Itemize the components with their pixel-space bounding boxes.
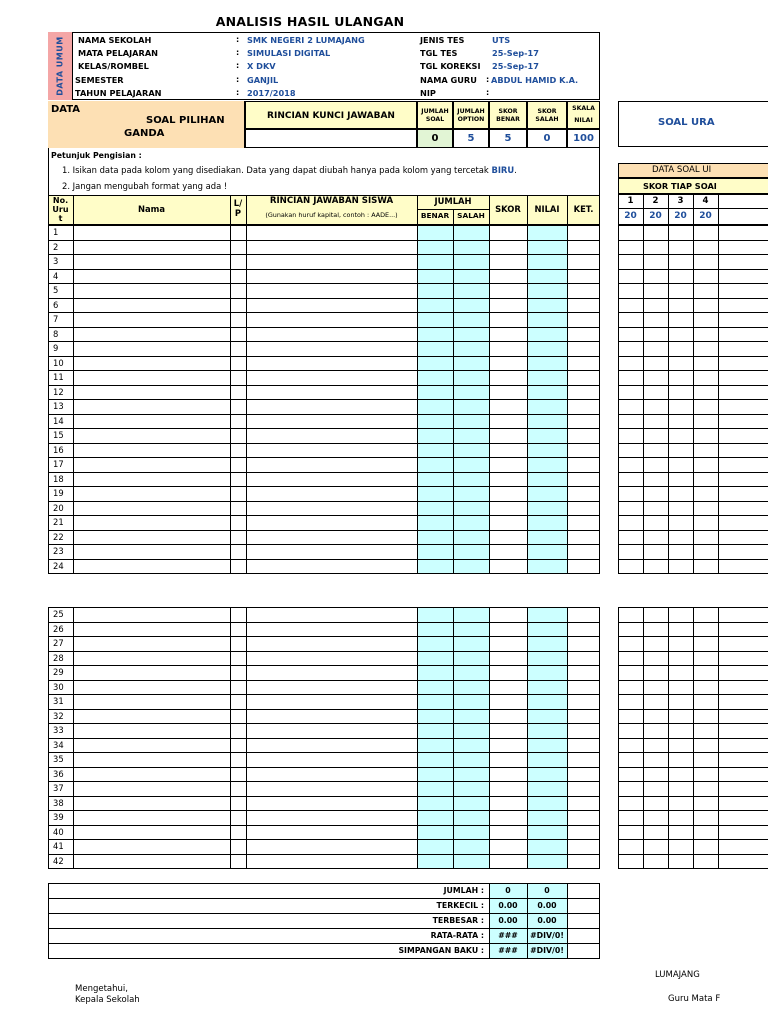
row-line (618, 457, 768, 458)
info-value[interactable]: ABDUL HAMID K.A. (491, 75, 579, 85)
info-colon: : (236, 75, 240, 84)
soal-pg-label-2: GANDA (124, 128, 165, 139)
row-line (618, 796, 768, 797)
row-number: 18 (53, 473, 64, 484)
student-name-cell[interactable] (74, 502, 229, 515)
info-label: MATA PELAJARAN (78, 48, 159, 58)
header-jumlah: JUMLAH (434, 196, 472, 206)
uraian-number: 1 (627, 196, 634, 206)
student-name-cell[interactable] (74, 666, 229, 679)
skala-nilai-header: SKALA NILAI (567, 101, 600, 129)
row-line (618, 622, 768, 623)
student-name-cell[interactable] (74, 342, 229, 355)
student-answer-cell[interactable] (247, 444, 416, 457)
student-answer-cell[interactable] (247, 666, 416, 679)
student-answer-cell[interactable] (247, 328, 416, 341)
summary-skor: 0.00 (498, 901, 518, 910)
student-answer-cell[interactable] (247, 652, 416, 665)
row-number: 30 (53, 681, 64, 692)
header-benar: BENAR (420, 211, 450, 220)
row-line (618, 443, 768, 444)
student-answer-cell[interactable] (247, 724, 416, 737)
row-number: 8 (53, 328, 59, 339)
student-name-cell[interactable] (74, 284, 229, 297)
info-label: SEMESTER (75, 75, 124, 85)
header-ket: KET. (573, 204, 594, 214)
student-name-cell[interactable] (74, 386, 229, 399)
col-line (693, 194, 694, 225)
student-answer-cell[interactable] (247, 710, 416, 723)
jumlah-soal-header: JUMLAH SOAL (417, 101, 453, 129)
row-line (618, 283, 768, 284)
row-line (618, 651, 768, 652)
row-line (618, 269, 768, 270)
info-colon: : (236, 48, 240, 57)
row-line (618, 225, 768, 226)
row-line (618, 399, 768, 400)
header-nama: Nama (137, 204, 166, 214)
row-line (618, 559, 768, 560)
row-line (618, 709, 768, 710)
student-answer-cell[interactable] (247, 782, 416, 795)
student-name-cell[interactable] (74, 429, 229, 442)
petunjuk-line-2: 2. Jangan mengubah format yang ada ! (62, 181, 228, 191)
student-answer-cell[interactable] (247, 516, 416, 529)
student-name-cell[interactable] (74, 328, 229, 341)
student-name-cell[interactable] (74, 710, 229, 723)
row-line (48, 898, 600, 899)
row-line (618, 240, 768, 241)
student-name-cell[interactable] (74, 357, 229, 370)
row-number: 25 (53, 609, 64, 619)
row-line (618, 515, 768, 516)
row-line (618, 854, 768, 855)
student-name-cell[interactable] (74, 313, 229, 326)
student-name-cell[interactable] (74, 840, 229, 853)
row-number: 6 (53, 299, 59, 310)
info-label: TGL KOREKSI (420, 61, 481, 71)
data-soal-uraian: DATA SOAL UI (618, 163, 768, 178)
row-line (618, 781, 768, 782)
info-value[interactable]: 25-Sep-17 (492, 48, 539, 58)
student-answer-cell[interactable] (247, 695, 416, 708)
student-answer-cell[interactable] (247, 623, 416, 636)
rincian-kunci-input[interactable] (245, 129, 417, 148)
summary-skor: 0.00 (498, 916, 518, 925)
row-line (618, 767, 768, 768)
row-number: 42 (53, 855, 64, 866)
row-number: 29 (53, 667, 64, 677)
data-umum-label: DATA UMUM (48, 32, 73, 100)
row-number: 2 (53, 241, 59, 252)
row-line (618, 385, 768, 386)
header-lp: L/ P (233, 198, 243, 218)
row-number: 5 (53, 285, 59, 295)
student-answer-cell[interactable] (247, 739, 416, 752)
info-value[interactable]: X DKV (247, 61, 276, 71)
row-number: 19 (53, 488, 64, 498)
student-answer-cell[interactable] (247, 313, 416, 326)
jumlah-option-value[interactable]: 5 (453, 129, 489, 148)
info-label: JENIS TES (420, 35, 465, 45)
rincian-kunci-header: RINCIAN KUNCI JAWABAN (245, 101, 417, 129)
row-line (618, 312, 768, 313)
row-line (618, 428, 768, 429)
col-line (668, 194, 669, 225)
student-answer-cell[interactable] (247, 826, 416, 839)
row-number: 21 (53, 517, 64, 527)
row-number: 33 (53, 725, 64, 735)
skor-tiap-soal: SKOR TIAP SOAI (618, 178, 768, 194)
footer-kepala-sekolah: Kepala Sekolah (75, 995, 140, 1005)
student-answer-cell[interactable] (247, 487, 416, 500)
info-label: NAMA SEKOLAH (78, 35, 152, 45)
row-number: 13 (53, 401, 64, 411)
student-name-cell[interactable] (74, 695, 229, 708)
footer-guru: Guru Mata F (668, 994, 721, 1004)
student-name-cell[interactable] (74, 724, 229, 737)
student-name-cell[interactable] (74, 487, 229, 500)
student-answer-cell[interactable] (247, 429, 416, 442)
student-name-cell[interactable] (74, 855, 229, 868)
student-answer-cell[interactable] (247, 270, 416, 283)
student-answer-cell[interactable] (247, 400, 416, 413)
row-number: 1 (53, 227, 59, 237)
soal-uraian-label: SOAL URA (658, 117, 715, 128)
row-line (618, 254, 768, 255)
row-number: 9 (53, 343, 59, 353)
student-answer-cell[interactable] (247, 681, 416, 694)
jumlah-soal-value: 0 (417, 129, 453, 148)
student-answer-cell[interactable] (247, 255, 416, 268)
row-line (618, 341, 768, 342)
student-answer-cell[interactable] (247, 753, 416, 766)
info-label: TGL TES (420, 48, 458, 58)
row-line (618, 544, 768, 545)
student-answer-cell[interactable] (247, 226, 416, 239)
info-label: NIP (420, 88, 436, 98)
skor-salah-value[interactable]: 0 (527, 129, 567, 148)
row-number: 20 (53, 502, 64, 513)
student-answer-cell[interactable] (247, 284, 416, 297)
student-answer-cell[interactable] (247, 371, 416, 384)
footer-place: LUMAJANG (655, 970, 700, 980)
row-number: 7 (53, 314, 59, 324)
row-line (618, 486, 768, 487)
student-answer-cell[interactable] (247, 241, 416, 254)
row-line (618, 607, 768, 608)
info-label: KELAS/ROMBEL (78, 61, 149, 71)
info-value[interactable]: SMK NEGERI 2 LUMAJANG (247, 35, 365, 45)
student-name-cell[interactable] (74, 652, 229, 665)
student-name-cell[interactable] (74, 608, 229, 621)
student-name-cell[interactable] (74, 560, 229, 573)
row-line (618, 573, 768, 574)
student-answer-cell[interactable] (247, 855, 416, 868)
summary-nilai: 0 (544, 886, 550, 895)
row-number: 12 (53, 386, 64, 397)
summary-label: SIMPANGAN BAKU : (398, 946, 484, 955)
row-line (618, 868, 768, 869)
student-answer-cell[interactable] (247, 415, 416, 428)
row-line (618, 636, 768, 637)
row-line (618, 472, 768, 473)
info-value[interactable]: 25-Sep-17 (492, 61, 539, 71)
row-number: 36 (53, 768, 64, 779)
col-line (618, 194, 619, 225)
student-answer-cell[interactable] (247, 299, 416, 312)
row-line (618, 825, 768, 826)
student-name-cell[interactable] (74, 516, 229, 529)
info-value[interactable]: UTS (492, 35, 511, 45)
footer-mengetahui: Mengetahui, (75, 984, 128, 994)
student-name-cell[interactable] (74, 531, 229, 544)
uraian-score[interactable]: 20 (699, 211, 712, 221)
skor-benar-value[interactable]: 5 (489, 129, 527, 148)
skor-salah-header: SKOR SALAH (527, 101, 567, 129)
student-name-cell[interactable] (74, 473, 229, 486)
row-line (618, 298, 768, 299)
student-answer-cell[interactable] (247, 811, 416, 824)
header-rincian-hint: (Gunakan huruf kapital, contoh : AADE...) (265, 211, 398, 219)
student-name-cell[interactable] (74, 371, 229, 384)
info-value[interactable]: SIMULASI DIGITAL (247, 48, 331, 58)
info-value[interactable]: 2017/2018 (247, 88, 296, 98)
student-answer-cell[interactable] (247, 608, 416, 621)
row-number: 11 (53, 372, 64, 382)
student-name-cell[interactable] (74, 782, 229, 795)
row-number: 22 (53, 531, 64, 542)
row-number: 41 (53, 841, 64, 851)
row-line (618, 665, 768, 666)
student-name-cell[interactable] (74, 768, 229, 781)
student-name-cell[interactable] (74, 753, 229, 766)
data-label: DATA (51, 104, 81, 115)
row-line (618, 414, 768, 415)
row-number: 4 (53, 270, 59, 281)
student-name-cell[interactable] (74, 400, 229, 413)
uraian-number: 3 (677, 196, 684, 206)
student-name-cell[interactable] (74, 681, 229, 694)
student-answer-cell[interactable] (247, 768, 416, 781)
student-name-cell[interactable] (74, 623, 229, 636)
student-answer-cell[interactable] (247, 502, 416, 515)
info-label: NAMA GURU (420, 75, 477, 85)
soal-pg-label: SOAL PILIHAN (146, 115, 225, 126)
student-name-cell[interactable] (74, 458, 229, 471)
info-label: TAHUN PELAJARAN (75, 88, 162, 98)
row-number: 16 (53, 444, 64, 455)
row-number: 37 (53, 783, 64, 793)
row-number: 15 (53, 430, 64, 440)
header-skor: SKOR (495, 204, 521, 214)
student-answer-cell[interactable] (247, 797, 416, 810)
col-line (718, 194, 719, 225)
student-name-cell[interactable] (74, 811, 229, 824)
student-answer-cell[interactable] (247, 531, 416, 544)
row-number: 24 (53, 560, 64, 571)
info-colon: : (486, 75, 490, 84)
row-line (48, 913, 600, 914)
student-answer-cell[interactable] (247, 560, 416, 573)
header-nilai: NILAI (534, 204, 560, 214)
uraian-number: 4 (702, 196, 709, 206)
summary-label: RATA-RATA : (430, 931, 484, 940)
row-number: 35 (53, 754, 64, 764)
col-line (643, 194, 644, 225)
student-name-cell[interactable] (74, 444, 229, 457)
row-number: 38 (53, 797, 64, 808)
row-line (618, 723, 768, 724)
student-name-cell[interactable] (74, 270, 229, 283)
student-answer-cell[interactable] (247, 458, 416, 471)
student-answer-cell[interactable] (247, 545, 416, 558)
row-line (618, 738, 768, 739)
row-line (618, 752, 768, 753)
header-salah: SALAH (457, 211, 485, 220)
row-line (618, 694, 768, 695)
student-name-cell[interactable] (74, 739, 229, 752)
uraian-score[interactable]: 20 (674, 211, 687, 221)
student-answer-cell[interactable] (247, 386, 416, 399)
summary-nilai: #DIV/0! (530, 931, 564, 940)
summary-skor: ### (498, 946, 518, 955)
jumlah-option-header: JUMLAH OPTION (453, 101, 489, 129)
row-number: 10 (53, 357, 64, 368)
skor-benar-header: SKOR BENAR (489, 101, 527, 129)
info-colon: : (236, 61, 240, 70)
header-no: No. Uru t (52, 196, 69, 223)
row-number: 17 (53, 459, 64, 469)
student-answer-cell[interactable] (247, 357, 416, 370)
row-number: 31 (53, 696, 64, 706)
uraian-score[interactable]: 20 (649, 211, 662, 221)
row-line (618, 327, 768, 328)
row-number: 40 (53, 826, 64, 837)
petunjuk-line-1: 1. Isikan data pada kolom yang disediakan. Data yang dapat diubah hanya pada kolom yang tercetak BIRU. (62, 165, 517, 175)
row-line (618, 680, 768, 681)
student-answer-cell[interactable] (247, 342, 416, 355)
student-name-cell[interactable] (74, 826, 229, 839)
petunjuk-title: Petunjuk Pengisian : (51, 151, 142, 160)
header-rincian: RINCIAN JAWABAN SISWA (269, 196, 394, 206)
row-line (618, 501, 768, 502)
row-line (618, 810, 768, 811)
row-line (48, 928, 600, 929)
student-name-cell[interactable] (74, 255, 229, 268)
row-number: 14 (53, 415, 64, 426)
row-number: 28 (53, 652, 64, 663)
student-name-cell[interactable] (74, 637, 229, 650)
row-number: 27 (53, 638, 64, 648)
summary-nilai: #DIV/0! (530, 946, 564, 955)
page-title: ANALISIS HASIL ULANGAN (215, 14, 405, 29)
student-answer-cell[interactable] (247, 840, 416, 853)
data-soal-pg-cell (48, 101, 245, 148)
info-value[interactable]: GANJIL (247, 75, 279, 85)
row-line (618, 530, 768, 531)
student-name-cell[interactable] (74, 226, 229, 239)
student-name-cell[interactable] (74, 797, 229, 810)
skala-nilai-value[interactable]: 100 (567, 129, 600, 148)
student-answer-cell[interactable] (247, 637, 416, 650)
row-number: 32 (53, 710, 64, 721)
summary-nilai: 0.00 (537, 916, 557, 925)
uraian-score[interactable]: 20 (624, 211, 637, 221)
row-line (618, 356, 768, 357)
info-colon: : (236, 88, 240, 97)
row-number: 34 (53, 739, 64, 750)
student-name-cell[interactable] (74, 299, 229, 312)
summary-label: TERKECIL : (436, 901, 484, 910)
row-line (48, 943, 600, 944)
summary-label: TERBESAR : (432, 916, 484, 925)
row-line (618, 370, 768, 371)
summary-label: JUMLAH : (443, 886, 484, 895)
summary-nilai: 0.00 (537, 901, 557, 910)
row-number: 39 (53, 812, 64, 822)
col-line (567, 883, 568, 958)
info-colon: : (236, 35, 240, 44)
student-name-cell[interactable] (74, 545, 229, 558)
student-name-cell[interactable] (74, 241, 229, 254)
info-colon: : (486, 88, 490, 97)
summary-skor: ### (498, 931, 518, 940)
row-number: 23 (53, 546, 64, 556)
row-number: 3 (53, 256, 59, 266)
student-name-cell[interactable] (74, 415, 229, 428)
student-answer-cell[interactable] (247, 473, 416, 486)
summary-skor: 0 (505, 886, 511, 895)
uraian-number: 2 (652, 196, 659, 206)
row-line (618, 839, 768, 840)
row-number: 26 (53, 623, 64, 634)
